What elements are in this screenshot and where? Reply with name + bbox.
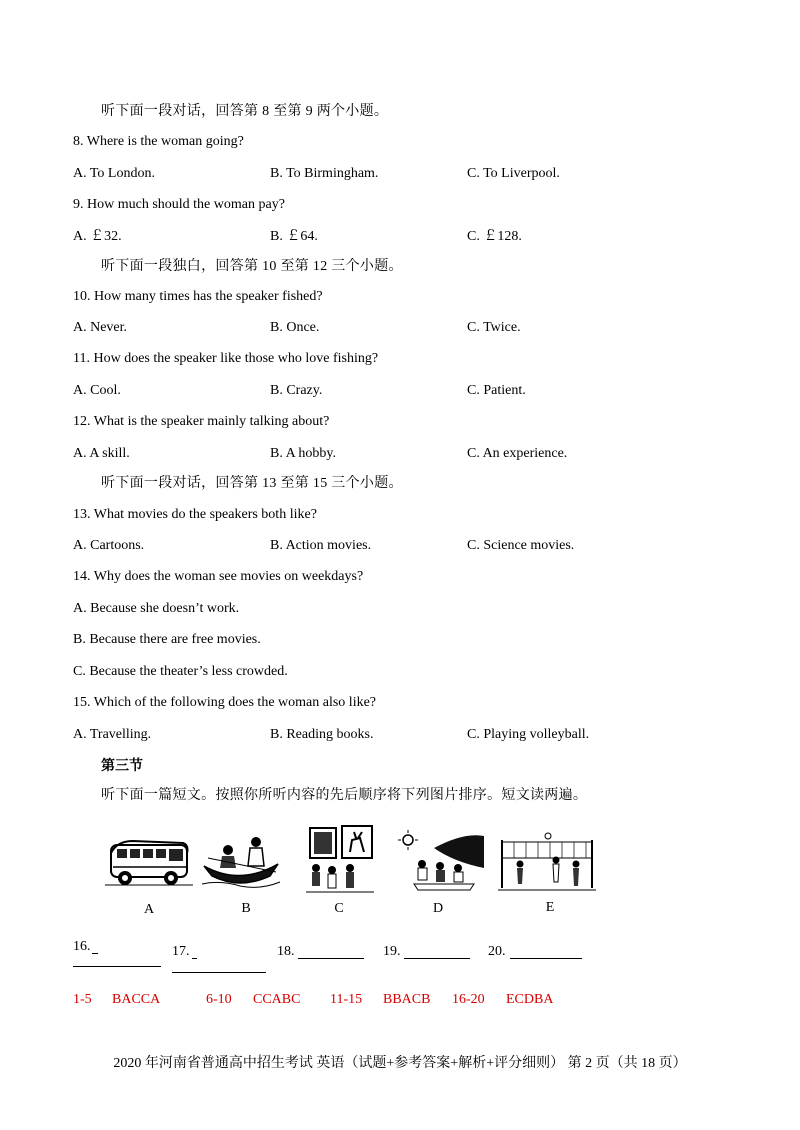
blank-20-label: 20. xyxy=(488,944,506,959)
page-footer: 2020 年河南省普通高中招生考试 英语（试题+参考答案+解析+评分细则） 第 2 页（共 18 页） xyxy=(113,1056,687,1071)
q9-option-a: A. ￡32. xyxy=(73,229,122,244)
q10-option-c: C. Twice. xyxy=(467,320,521,335)
answer-key-6-10: CCABC xyxy=(253,992,301,1007)
q8-option-a: A. To London. xyxy=(73,166,155,181)
q15-option-b: B. Reading books. xyxy=(270,727,374,742)
section-intro-13-15: 听下面一段对话，回答第 13 至第 15 三个小题。 xyxy=(101,476,403,491)
question-8: 8. Where is the woman going? xyxy=(73,134,244,149)
picture-d-picnic xyxy=(394,828,488,894)
answer-range-6-10: 6-10 xyxy=(206,992,232,1007)
blank-17-answer-line[interactable] xyxy=(172,972,266,973)
q14-option-c: C. Because the theater’s less crowded. xyxy=(73,664,288,679)
picture-label-a: A xyxy=(143,902,155,917)
part3-title: 第三节 xyxy=(101,759,143,774)
question-15: 15. Which of the following does the woman also like? xyxy=(73,695,377,710)
picture-b-boat xyxy=(200,828,282,894)
q8-option-c: C. To Liverpool. xyxy=(467,166,560,181)
blank-18-answer-line[interactable] xyxy=(298,958,364,959)
question-12: 12. What is the speaker mainly talking about? xyxy=(73,414,330,429)
q8-option-b: B. To Birmingham. xyxy=(270,166,379,181)
answer-key-11-15: BBACB xyxy=(383,992,431,1007)
q13-option-a: A. Cartoons. xyxy=(73,538,145,553)
picture-a-bus xyxy=(103,835,195,893)
q15-option-a: A. Travelling. xyxy=(73,727,152,742)
answer-range-16-20: 16-20 xyxy=(452,992,485,1007)
blank-17-short-line xyxy=(192,958,197,959)
picture-label-d: D xyxy=(432,901,444,916)
picture-label-b: B xyxy=(241,901,251,916)
section-intro-10-12: 听下面一段独白，回答第 10 至第 12 三个小题。 xyxy=(101,259,403,274)
question-13: 13. What movies do the speakers both like? xyxy=(73,507,317,522)
answer-key-16-20: ECDBA xyxy=(506,992,554,1007)
picture-c-museum xyxy=(302,824,378,896)
q13-option-b: B. Action movies. xyxy=(270,538,372,553)
q10-option-a: A. Never. xyxy=(73,320,128,335)
answer-range-11-15: 11-15 xyxy=(330,992,363,1007)
question-11: 11. How does the speaker like those who love fishing? xyxy=(73,351,379,366)
blank-16-short-line xyxy=(92,953,98,954)
section-intro-8-9: 听下面一段对话，回答第 8 至第 9 两个小题。 xyxy=(101,104,389,119)
q13-option-c: C. Science movies. xyxy=(467,538,575,553)
q12-option-a: A. A skill. xyxy=(73,446,130,461)
answer-range-1-5: 1-5 xyxy=(73,992,92,1007)
q14-option-b: B. Because there are free movies. xyxy=(73,632,261,647)
q12-option-b: B. A hobby. xyxy=(270,446,336,461)
blank-19-label: 19. xyxy=(383,944,401,959)
blank-18-label: 18. xyxy=(277,944,295,959)
picture-label-c: C xyxy=(334,901,344,916)
q9-option-c: C. ￡128. xyxy=(467,229,522,244)
q11-option-c: C. Patient. xyxy=(467,383,526,398)
question-9: 9. How much should the woman pay? xyxy=(73,197,285,212)
q10-option-b: B. Once. xyxy=(270,320,320,335)
q14-option-a: A. Because she doesn’t work. xyxy=(73,601,240,616)
q12-option-c: C. An experience. xyxy=(467,446,568,461)
answer-key-1-5: BACCA xyxy=(112,992,161,1007)
blank-20-answer-line[interactable] xyxy=(510,958,582,959)
q15-option-c: C. Playing volleyball. xyxy=(467,727,590,742)
blank-16-answer-line[interactable] xyxy=(73,966,161,967)
blank-19-answer-line[interactable] xyxy=(404,958,470,959)
q9-option-b: B. ￡64. xyxy=(270,229,318,244)
question-10: 10. How many times has the speaker fished? xyxy=(73,289,323,304)
q11-option-b: B. Crazy. xyxy=(270,383,323,398)
picture-e-volleyball xyxy=(496,830,600,894)
blank-17-label: 17. xyxy=(172,944,190,959)
picture-label-e: E xyxy=(545,900,555,915)
part3-instruction: 听下面一篇短文。按照你所听内容的先后顺序将下列图片排序。短文读两遍。 xyxy=(101,788,588,803)
blank-16-label: 16. xyxy=(73,939,91,954)
question-14: 14. Why does the woman see movies on weekdays? xyxy=(73,569,364,584)
q11-option-a: A. Cool. xyxy=(73,383,121,398)
